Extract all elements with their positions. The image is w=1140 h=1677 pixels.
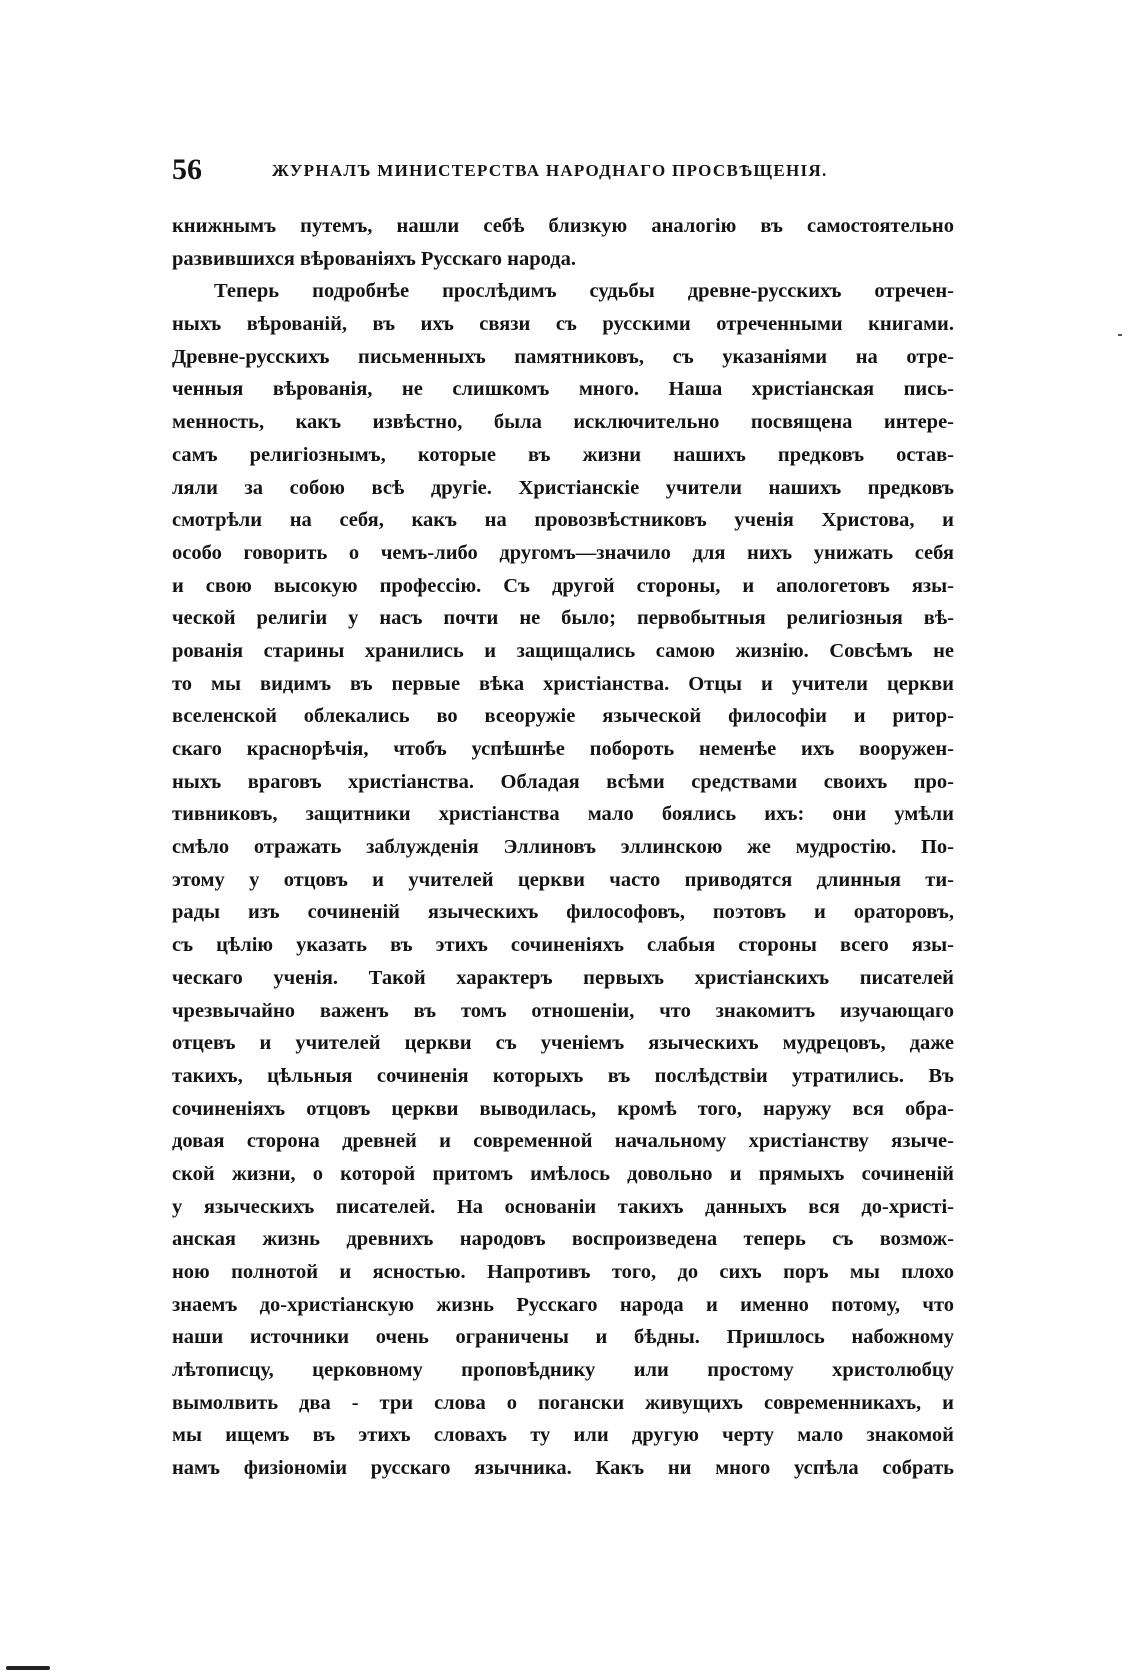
text-line: ною полнотой и ясностью. Напротивъ того, до сихъ поръ мы плохо bbox=[172, 1261, 954, 1283]
text-line: сочиненіяхъ отцовъ церкви выводилась, кромѣ того, наружу вся обра- bbox=[172, 1097, 954, 1120]
text-line: самъ религіознымъ, которые въ жизни нашихъ предковъ остав- bbox=[172, 443, 954, 466]
text-line: рады изъ сочиненій языческихъ философовъ, поэтовъ и ораторовъ, bbox=[172, 901, 954, 924]
text-line: знаемъ до-христіанскую жизнь Русскаго народа и именно потому, что bbox=[172, 1293, 954, 1316]
text-line: ческой религіи у насъ почти не было; первобытныя религіозныя вѣ- bbox=[172, 607, 954, 630]
text-line: такихъ, цѣльныя сочиненія которыхъ въ послѣдствіи утратились. Въ bbox=[172, 1064, 954, 1087]
text-line: ской жизни, о которой притомъ имѣлось довольно и прямыхъ сочиненій bbox=[172, 1162, 954, 1185]
body-text bbox=[172, 210, 954, 1485]
text-line: ческаго ученія. Такой характеръ первыхъ христіанскихъ писателей bbox=[172, 966, 954, 989]
page-number: 56 bbox=[172, 153, 202, 186]
text-line: вселенской облекались во всеоружіе языческой философіи и ритор- bbox=[172, 705, 954, 728]
journal-title: ЖУРНАЛЪ МИНИСТЕРСТВА НАРОДНАГО ПРОСВѢЩЕНІЯ. bbox=[272, 161, 828, 180]
text-line: ныхъ враговъ христіанства. Обладая всѣми средствами своихъ про- bbox=[172, 770, 954, 793]
text-line: смѣло отражать заблужденія Эллиновъ эллинскою же мудростію. По- bbox=[172, 836, 954, 859]
margin-mark bbox=[1118, 334, 1122, 336]
text-line: Теперь подробнѣе прослѣдимъ судьбы древне-русскихъ отречен- bbox=[214, 280, 954, 303]
text-line: анская жизнь древнихъ народовъ воспроизведена теперь съ возмож- bbox=[172, 1228, 954, 1251]
text-line: развившихся вѣрованіяхъ Русскаго народа. bbox=[172, 247, 577, 270]
text-line: наши источники очень ограничены и бѣдны. Пришлось набожному bbox=[172, 1326, 954, 1349]
text-line: тивниковъ, защитники христіанства мало боялись ихъ: они умѣли bbox=[172, 803, 954, 826]
text-line: съ цѣлію указать въ этихъ сочиненіяхъ слабыя стороны всего язы- bbox=[172, 934, 954, 957]
scan-edge-mark bbox=[6, 1666, 50, 1670]
text-line: ченныя вѣрованія, не слишкомъ много. Наша христіанская пись- bbox=[172, 378, 954, 401]
text-line: мы ищемъ въ этихъ словахъ ту или другую черту мало знакомой bbox=[172, 1424, 954, 1447]
text-line: лѣтописцу, церковному проповѣднику или простому христолюбцу bbox=[172, 1359, 954, 1382]
text-line: этому у отцовъ и учителей церкви часто приводятся длинныя ти- bbox=[172, 868, 954, 891]
text-line: книжнымъ путемъ, нашли себѣ близкую аналогію въ самостоятельно bbox=[172, 215, 954, 237]
text-line: рованія старины хранились и защищались самою жизнію. Совсѣмъ не bbox=[172, 639, 954, 662]
text-line: Древне-русскихъ письменныхъ памятниковъ, съ указаніями на отре- bbox=[172, 345, 954, 368]
text-line: менность, какъ извѣстно, была исключительно посвящена интере- bbox=[172, 411, 954, 434]
text-line: отцевъ и учителей церкви съ ученіемъ языческихъ мудрецовъ, даже bbox=[172, 1032, 954, 1055]
running-head bbox=[172, 150, 954, 190]
text-line: вымолвить два - три слова о погански живущихъ современникахъ, и bbox=[172, 1391, 954, 1414]
text-line: ляли за собою всѣ другіе. Христіанскіе учители нашихъ предковъ bbox=[172, 476, 954, 499]
text-line: и свою высокую профессію. Съ другой стороны, и апологетовъ язы- bbox=[172, 574, 954, 597]
text-line: довая сторона древней и современной начальному христіанству языче- bbox=[172, 1130, 954, 1153]
text-line: чрезвычайно важенъ въ томъ отношеніи, что знакомитъ изучающаго bbox=[172, 999, 954, 1022]
text-line: особо говорить о чемъ-либо другомъ—значило для нихъ унижать себя bbox=[172, 541, 954, 564]
text-line: ныхъ вѣрованій, въ ихъ связи съ русскими отреченными книгами. bbox=[172, 313, 954, 336]
text-line: то мы видимъ въ первые вѣка христіанства. Отцы и учители церкви bbox=[172, 672, 954, 695]
text-line: смотрѣли на себя, какъ на провозвѣстниковъ ученія Христова, и bbox=[172, 509, 954, 532]
text-line: скаго краснорѣчія, чтобъ успѣшнѣе побороть неменѣе ихъ вооружен- bbox=[172, 738, 954, 760]
text-line: намъ физіономіи русскаго язычника. Какъ ни много успѣла собрать bbox=[172, 1457, 954, 1480]
text-line: у языческихъ писателей. На основаніи такихъ данныхъ вся до-христі- bbox=[172, 1195, 954, 1218]
